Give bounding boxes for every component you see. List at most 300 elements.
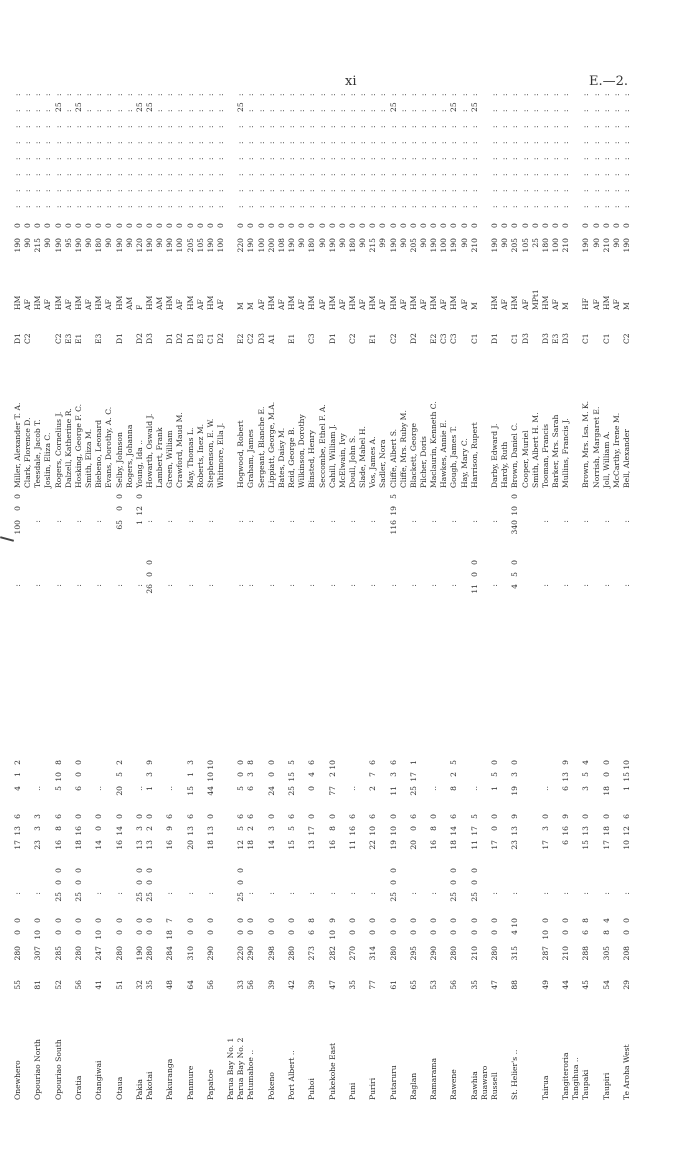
allowance-value: :	[419, 205, 428, 208]
house-allowance-value: :	[429, 892, 439, 895]
salary-cents: 0	[347, 223, 357, 228]
allowance-value: 25	[469, 102, 479, 112]
retirement-value: 10	[388, 826, 398, 836]
allowance-value: :	[530, 189, 540, 192]
allowance-value: :	[175, 173, 185, 176]
teacher-position: HM	[94, 295, 104, 310]
retirement-value: 16	[561, 826, 571, 836]
page-number: xi	[345, 74, 357, 89]
travelling-value: 0	[510, 760, 520, 765]
allowance-value: :	[33, 109, 43, 112]
travelling-value: 3	[388, 772, 398, 777]
retirement-value: 23	[510, 840, 520, 850]
allowance-value: :	[490, 173, 500, 176]
allowance-value: :	[84, 141, 94, 144]
house-allowance-value: 0	[73, 868, 83, 873]
allowance-value: :	[165, 125, 175, 128]
previous-value: 1	[134, 520, 144, 525]
allowance-value: :	[540, 173, 550, 176]
allowance-value: :	[246, 189, 256, 192]
other-value: :	[307, 584, 317, 587]
teacher-name: Vos, James A.	[368, 436, 378, 488]
school-name: Pakia	[134, 1079, 144, 1100]
attendance-value: 32	[134, 980, 144, 990]
house-allowance-value: 0	[144, 880, 154, 885]
allowance-value: :	[43, 173, 53, 176]
teacher-position: HM	[144, 295, 154, 310]
retirement-value: 6	[165, 814, 175, 819]
allowance-value: :	[287, 109, 297, 112]
allowance-value: :	[104, 125, 114, 128]
allowance-value: :	[500, 141, 510, 144]
previous-value: 10	[510, 506, 520, 516]
allowance-value: :	[165, 157, 175, 160]
allowance-value: :	[276, 205, 286, 208]
allowance-value: :	[469, 205, 479, 208]
allowance-value: :	[439, 125, 449, 128]
retirement-value: 14	[449, 826, 459, 836]
allowance-value: :	[84, 125, 94, 128]
school-name: Rawhia	[469, 1071, 479, 1100]
teacher-grade: C1	[510, 333, 520, 344]
house-allowance-value: :	[94, 892, 104, 895]
retirement-value: 18	[601, 826, 611, 836]
teacher-grade: E2	[236, 333, 246, 344]
teacher-name: Brown, Daniel C.	[510, 422, 520, 488]
allowance-value: :	[337, 173, 347, 176]
allowance-value: :	[530, 205, 540, 208]
teacher-grade: D2	[408, 333, 418, 344]
allowance-value: :	[530, 93, 540, 96]
salaries-value: 0	[561, 930, 571, 935]
salary-cents: 0	[297, 223, 307, 228]
other-value: 4	[510, 584, 520, 589]
school-name: Otaua	[114, 1076, 124, 1100]
allowance-value: :	[297, 141, 307, 144]
other-value: 0	[469, 572, 479, 577]
salary-cents: 0	[581, 223, 591, 228]
allowance-value: :	[622, 189, 631, 192]
attendance-value: 77	[368, 980, 378, 990]
allowance-value: :	[195, 93, 205, 96]
allowance-value: 25	[144, 102, 154, 112]
teacher-name: McCarthy, Irene M.	[611, 412, 621, 488]
retirement-value: 6	[622, 814, 631, 819]
allowance-value: :	[327, 93, 337, 96]
travelling-value: 5	[581, 772, 591, 777]
teacher-salary: 180	[540, 238, 550, 253]
salaries-value: 314	[368, 946, 378, 961]
allowance-value: :	[337, 189, 347, 192]
retirement-value: 0	[327, 814, 337, 819]
allowance-value: :	[114, 141, 124, 144]
house-allowance-value: 0	[73, 880, 83, 885]
school-name: Papatoe	[205, 1069, 215, 1100]
allowance-value: :	[337, 157, 347, 160]
teacher-position: AM	[124, 296, 134, 310]
teacher-salary: 210	[561, 238, 571, 253]
allowance-value: :	[469, 173, 479, 176]
salaries-value: 0	[114, 930, 124, 935]
other-value: :	[490, 584, 500, 587]
attendance-value: 52	[53, 980, 63, 990]
teacher-name: Sadler, Nora	[378, 439, 388, 488]
salaries-value: 280	[73, 946, 83, 961]
travelling-value: 25	[287, 786, 297, 796]
salaries-value: 0	[53, 918, 63, 923]
school-name: Pakotai	[144, 1071, 154, 1100]
teacher-grade: E2	[429, 333, 439, 344]
teacher-name: Dalzell, Katherine R.	[63, 408, 73, 488]
retirement-value: 6	[185, 814, 195, 819]
other-value: :	[581, 584, 591, 587]
allowance-value: :	[185, 125, 195, 128]
teacher-name: Graham, James	[246, 429, 256, 488]
attendance-value: 49	[540, 980, 550, 990]
teacher-position: M	[469, 302, 479, 310]
travelling-value: 3	[185, 760, 195, 765]
allowance-value: :	[84, 173, 94, 176]
travelling-value: 10	[327, 760, 337, 770]
salaries-value: 280	[114, 946, 124, 961]
retirement-value: 3	[540, 826, 550, 831]
salaries-value: 0	[266, 918, 276, 923]
salary-cents: 0	[408, 223, 418, 228]
travelling-value: 5	[287, 760, 297, 765]
allowance-value: :	[327, 125, 337, 128]
retirement-value: 17	[307, 826, 317, 836]
salary-cents: 0	[337, 223, 347, 228]
salaries-value: 0	[287, 930, 297, 935]
allowance-value: :	[175, 109, 185, 112]
teacher-name: Crawford, Maud M.	[175, 412, 185, 488]
salaries-value: 0	[13, 930, 22, 935]
allowance-value: :	[307, 205, 317, 208]
salaries-value: 0	[236, 930, 246, 935]
allowance-value: :	[439, 189, 449, 192]
teacher-grade: C1	[601, 333, 611, 344]
allowance-value: :	[439, 93, 449, 96]
allowance-value: :	[287, 93, 297, 96]
teacher-name: Roberts, Inez M.	[195, 423, 205, 488]
salary-cents: 0	[358, 223, 368, 228]
allowance-value: :	[144, 125, 154, 128]
travelling-value: 1	[622, 786, 631, 791]
other-value: :	[287, 584, 297, 587]
other-value: :	[185, 584, 195, 587]
salaries-value: 0	[134, 918, 144, 923]
teacher-salary: 205	[185, 238, 195, 253]
retirement-value: 6	[561, 840, 571, 845]
allowance-value: :	[622, 125, 631, 128]
teacher-name: Doull, John S.	[347, 435, 357, 488]
allowance-value: :	[347, 173, 357, 176]
salaries-value: 7	[165, 918, 175, 923]
attendance-value: 51	[114, 980, 124, 990]
salary-cents: 0	[205, 223, 215, 228]
school-name: Otangiwai	[94, 1060, 104, 1100]
other-value: 0	[144, 572, 154, 577]
allowance-value: :	[327, 141, 337, 144]
salaries-value: 0	[469, 918, 479, 923]
allowance-value: :	[53, 93, 63, 96]
allowance-value: :	[611, 125, 621, 128]
attendance-value: 33	[236, 980, 246, 990]
allowance-value: :	[550, 93, 560, 96]
salaries-value: 8	[601, 930, 611, 935]
teacher-grade: C3	[307, 333, 317, 344]
house-allowance-value: 0	[388, 868, 398, 873]
allowance-value: :	[459, 157, 469, 160]
allowance-value: :	[256, 125, 266, 128]
salary-cents: 0	[510, 223, 520, 228]
house-allowance-value: 25	[469, 892, 479, 902]
teacher-name: Binsted, Henry	[307, 430, 317, 488]
house-allowance-value: 25	[388, 892, 398, 902]
attendance-value: 61	[388, 980, 398, 990]
school-name: Puni	[347, 1082, 357, 1100]
attendance-value: 65	[408, 980, 418, 990]
allowance-value: :	[561, 157, 571, 160]
house-allowance-value: 25	[449, 892, 459, 902]
allowance-value: :	[510, 125, 520, 128]
allowance-value: :	[337, 109, 347, 112]
school-name: Taupiri	[601, 1072, 611, 1100]
travelling-value: 4	[581, 760, 591, 765]
allowance-value: :	[23, 141, 33, 144]
allowance-value: :	[378, 109, 388, 112]
allowance-value: :	[530, 141, 540, 144]
allowance-value: :	[561, 205, 571, 208]
other-value: :	[266, 584, 276, 587]
teacher-position: HM	[601, 295, 611, 310]
teacher-salary: 190	[449, 238, 459, 253]
travelling-value: 8	[449, 786, 459, 791]
allowance-value: :	[94, 125, 104, 128]
retirement-value: 0	[388, 814, 398, 819]
salaries-value: 273	[307, 946, 317, 961]
teacher-salary: 190	[490, 238, 500, 253]
allowance-value: :	[429, 141, 439, 144]
school-name: Onewhero	[13, 1060, 22, 1100]
salary-cents: 0	[33, 223, 43, 228]
allowance-value: :	[419, 141, 428, 144]
teacher-grade: C3	[449, 333, 459, 344]
allowance-value: :	[408, 173, 418, 176]
teacher-position: HM	[368, 295, 378, 310]
allowance-value: :	[358, 205, 368, 208]
school-name: Oratia	[73, 1075, 83, 1100]
travelling-value: 0	[73, 760, 83, 765]
previous-value: 0	[114, 494, 124, 499]
allowance-value: :	[114, 189, 124, 192]
allowance-value: :	[195, 109, 205, 112]
teacher-position: MPt1	[530, 289, 540, 310]
teacher-salary: 108	[276, 238, 286, 253]
allowance-value: :	[317, 125, 327, 128]
teacher-salary: 190	[429, 238, 439, 253]
salaries-value: 0	[429, 930, 439, 935]
school-name: Opouriao North	[33, 1039, 43, 1100]
salaries-value: 290	[429, 946, 439, 961]
allowance-value: :	[408, 125, 418, 128]
travelling-value: 19	[510, 786, 520, 796]
retirement-value: 0	[134, 814, 144, 819]
travelling-value: 2	[114, 760, 124, 765]
travelling-value: 10	[205, 772, 215, 782]
travelling-value: 15	[185, 786, 195, 796]
allowance-value: :	[510, 205, 520, 208]
teacher-salary: 90	[591, 238, 601, 248]
salaries-value: 0	[185, 930, 195, 935]
teacher-grade: C2	[347, 333, 357, 344]
allowance-value: :	[429, 205, 439, 208]
retirement-value: 0	[581, 814, 591, 819]
table-row	[116, 50, 126, 1100]
allowance-value: :	[459, 173, 469, 176]
retirement-value: 6	[246, 814, 256, 819]
retirement-value: 9	[510, 814, 520, 819]
travelling-value: 0	[236, 760, 246, 765]
allowance-value: :	[84, 93, 94, 96]
retirement-value: 3	[33, 814, 43, 819]
teacher-position: AF	[63, 299, 73, 310]
allowance-value: :	[601, 109, 611, 112]
allowance-value: :	[23, 157, 33, 160]
teacher-grade: D1	[13, 333, 22, 344]
allowance-value: :	[469, 157, 479, 160]
allowance-value: :	[622, 141, 631, 144]
allowance-value: :	[256, 109, 266, 112]
salary-cents: 0	[53, 223, 63, 228]
teacher-position: AF	[297, 299, 307, 310]
teacher-name: Young, Ida ..	[134, 439, 144, 488]
allowance-value: :	[408, 157, 418, 160]
retirement-value: 13	[185, 826, 195, 836]
travelling-value: 2	[368, 786, 378, 791]
teacher-grade: D1	[327, 333, 337, 344]
salaries-value: 0	[490, 918, 500, 923]
allowance-value: :	[378, 173, 388, 176]
allowance-value: :	[134, 173, 144, 176]
allowance-value: :	[94, 141, 104, 144]
allowance-value: :	[581, 125, 591, 128]
teacher-name: Brown, Mrs. Isa. M. K.	[581, 400, 591, 488]
salary-cents: 0	[327, 223, 337, 228]
school-name: Pukekohe East	[327, 1042, 337, 1100]
teacher-position: HM	[73, 295, 83, 310]
attendance-value: 56	[205, 980, 215, 990]
allowance-value: :	[165, 141, 175, 144]
allowance-value: :	[155, 125, 165, 128]
teacher-salary: 90	[43, 238, 53, 248]
allowance-value: :	[266, 125, 276, 128]
teacher-grade: C2	[53, 333, 63, 344]
school-name: Tairua	[540, 1075, 550, 1100]
allowance-value: :	[205, 125, 215, 128]
teacher-grade: D2	[134, 333, 144, 344]
allowance-value: :	[144, 157, 154, 160]
travelling-value: 18	[601, 786, 611, 796]
allowance-value: :	[256, 141, 266, 144]
travelling-value: 4	[13, 786, 22, 791]
salary-cents: 0	[500, 223, 510, 228]
teacher-position: HM	[327, 295, 337, 310]
teacher-grade: D3	[520, 333, 530, 344]
teacher-position: HM	[205, 295, 215, 310]
teacher-name: Cahill, William J.	[327, 424, 337, 488]
travelling-value: 3	[144, 772, 154, 777]
allowance-value: :	[185, 141, 195, 144]
teacher-name: Slade, Mabel H.	[358, 426, 368, 488]
house-allowance-value: 25	[144, 892, 154, 902]
other-value: 5	[510, 572, 520, 577]
salaries-value: 210	[469, 946, 479, 961]
allowance-value: :	[591, 173, 601, 176]
salaries-value: 18	[165, 930, 175, 940]
teacher-name: Green, William	[165, 430, 175, 488]
allowance-value: :	[611, 189, 621, 192]
allowance-value: :	[439, 141, 449, 144]
teacher-salary: 90	[23, 238, 33, 248]
retirement-value: 18	[449, 840, 459, 850]
allowance-value: :	[449, 141, 459, 144]
allowance-value: :	[550, 173, 560, 176]
allowance-value: :	[581, 93, 591, 96]
salaries-value: 0	[114, 918, 124, 923]
previous-value: :	[540, 520, 550, 523]
teacher-position: AF	[439, 299, 449, 310]
table-row	[44, 50, 54, 1100]
salaries-value: 295	[408, 946, 418, 961]
travelling-value: 17	[408, 772, 418, 782]
teacher-salary: 190	[327, 238, 337, 253]
allowance-value: :	[104, 109, 114, 112]
other-value: 0	[510, 560, 520, 565]
allowance-value: :	[398, 109, 408, 112]
salary-cents: 0	[429, 223, 439, 228]
retirement-value: 0	[205, 814, 215, 819]
school-name: Ruawaro	[479, 1065, 489, 1100]
allowance-value: :	[297, 205, 307, 208]
allowance-value: :	[216, 157, 225, 160]
teacher-position: M	[236, 302, 246, 310]
previous-value: :	[144, 520, 154, 523]
salaries-value: 0	[469, 930, 479, 935]
allowance-value: :	[307, 93, 317, 96]
house-allowance-value: :	[581, 892, 591, 895]
teacher-name: Sergeant, Blanche E.	[256, 406, 266, 488]
allowance-value: :	[459, 93, 469, 96]
salaries-value: 0	[236, 918, 246, 923]
allowance-value: 25	[53, 102, 63, 112]
teacher-name: Whitmore, Ella J.	[216, 422, 225, 488]
teacher-salary: 90	[419, 238, 428, 248]
allowance-value: :	[388, 189, 398, 192]
allowance-value: :	[591, 93, 601, 96]
allowance-value: :	[368, 93, 378, 96]
teacher-salary: 100	[439, 238, 449, 253]
teacher-salary: 90	[124, 238, 134, 248]
attendance-value: 47	[490, 980, 500, 990]
previous-value: 65	[114, 520, 124, 530]
allowance-value: :	[114, 109, 124, 112]
salary-cents: 0	[195, 223, 205, 228]
salaries-value: 10	[510, 918, 520, 928]
other-value: :	[33, 584, 43, 587]
allowance-value: :	[378, 125, 388, 128]
salaries-value: 4	[601, 918, 611, 923]
